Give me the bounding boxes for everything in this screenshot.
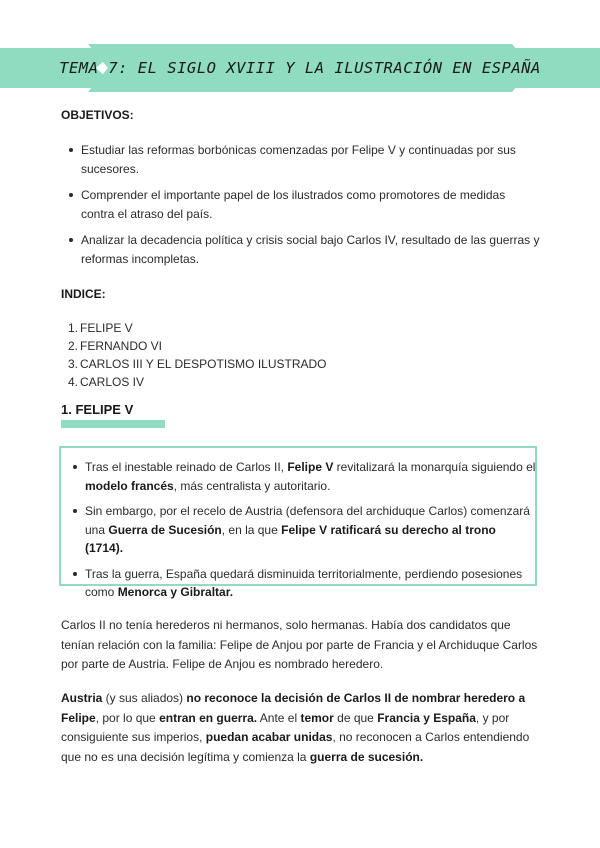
page-title: TEMA 7: EL SIGLO XVIII Y LA ILUSTRACIÓN EN ESPAÑA xyxy=(59,59,541,77)
index-heading: INDICE: xyxy=(61,287,106,301)
paragraph: Austria (y sus aliados) no reconoce la decisión de Carlos II de nombrar heredero a Felipe, por lo que entran en guerra. Ante el temor de que Francia y España, y por consiguiente sus imperios, puedan acabar unidas, no reconocen a Carlos entendiendo que no es una decisión legítima y comienza la guerra de sucesión. xyxy=(61,691,530,764)
objective-item: Analizar la decadencia política y crisis social bajo Carlos IV, resultado de las guerras y reformas incompletas. xyxy=(63,231,541,268)
objectives-heading: OBJETIVOS: xyxy=(61,108,134,122)
title-banner xyxy=(0,44,600,92)
index-number: 3. xyxy=(68,357,79,371)
index-item xyxy=(68,337,327,355)
index-item xyxy=(68,355,327,373)
summary-item: Sin embargo, por el recelo de Austria (defensora del archiduque Carlos) comenzará una Guerra de Sucesión, en la que Felipe V ratificará su derecho al trono (1714). xyxy=(67,502,537,558)
index-label: FELIPE V xyxy=(80,321,133,335)
objectives-list xyxy=(63,141,541,276)
index-label: FERNANDO VI xyxy=(80,339,163,353)
index-number: 2. xyxy=(68,339,79,353)
summary-list xyxy=(67,458,537,609)
index-list xyxy=(68,319,327,391)
index-label: CARLOS IV xyxy=(80,375,145,389)
summary-item: Tras el inestable reinado de Carlos II, Felipe V revitalizará la monarquía siguiendo el modelo francés, más centralista y autoritario. xyxy=(67,458,537,495)
index-number: 4. xyxy=(68,375,79,389)
section-title: 1. FELIPE V xyxy=(61,402,134,417)
index-item xyxy=(68,373,327,391)
objective-item: Comprender el importante papel de los ilustrados como promotores de medidas contra el atraso del país. xyxy=(63,186,541,223)
paragraph: Carlos II no tenía herederos ni hermanos, solo hermanas. Había dos candidatos que tenían relación con la familia: Felipe de Anjou por parte de Francia y el Archiduque Carlos por parte de Austria. Felipe de Anjou es nombrado heredero. xyxy=(61,618,538,671)
index-item xyxy=(68,319,327,337)
objective-item: Estudiar las reformas borbónicas comenzadas por Felipe V y continuadas por sus sucesores. xyxy=(63,141,541,178)
index-label: CARLOS III Y EL DESPOTISMO ILUSTRADO xyxy=(80,357,327,371)
summary-item: Tras la guerra, España quedará disminuida territorialmente, perdiendo posesiones como Menorca y Gibraltar. xyxy=(67,565,537,602)
section-underline-bar xyxy=(61,420,165,428)
index-number: 1. xyxy=(68,321,79,335)
